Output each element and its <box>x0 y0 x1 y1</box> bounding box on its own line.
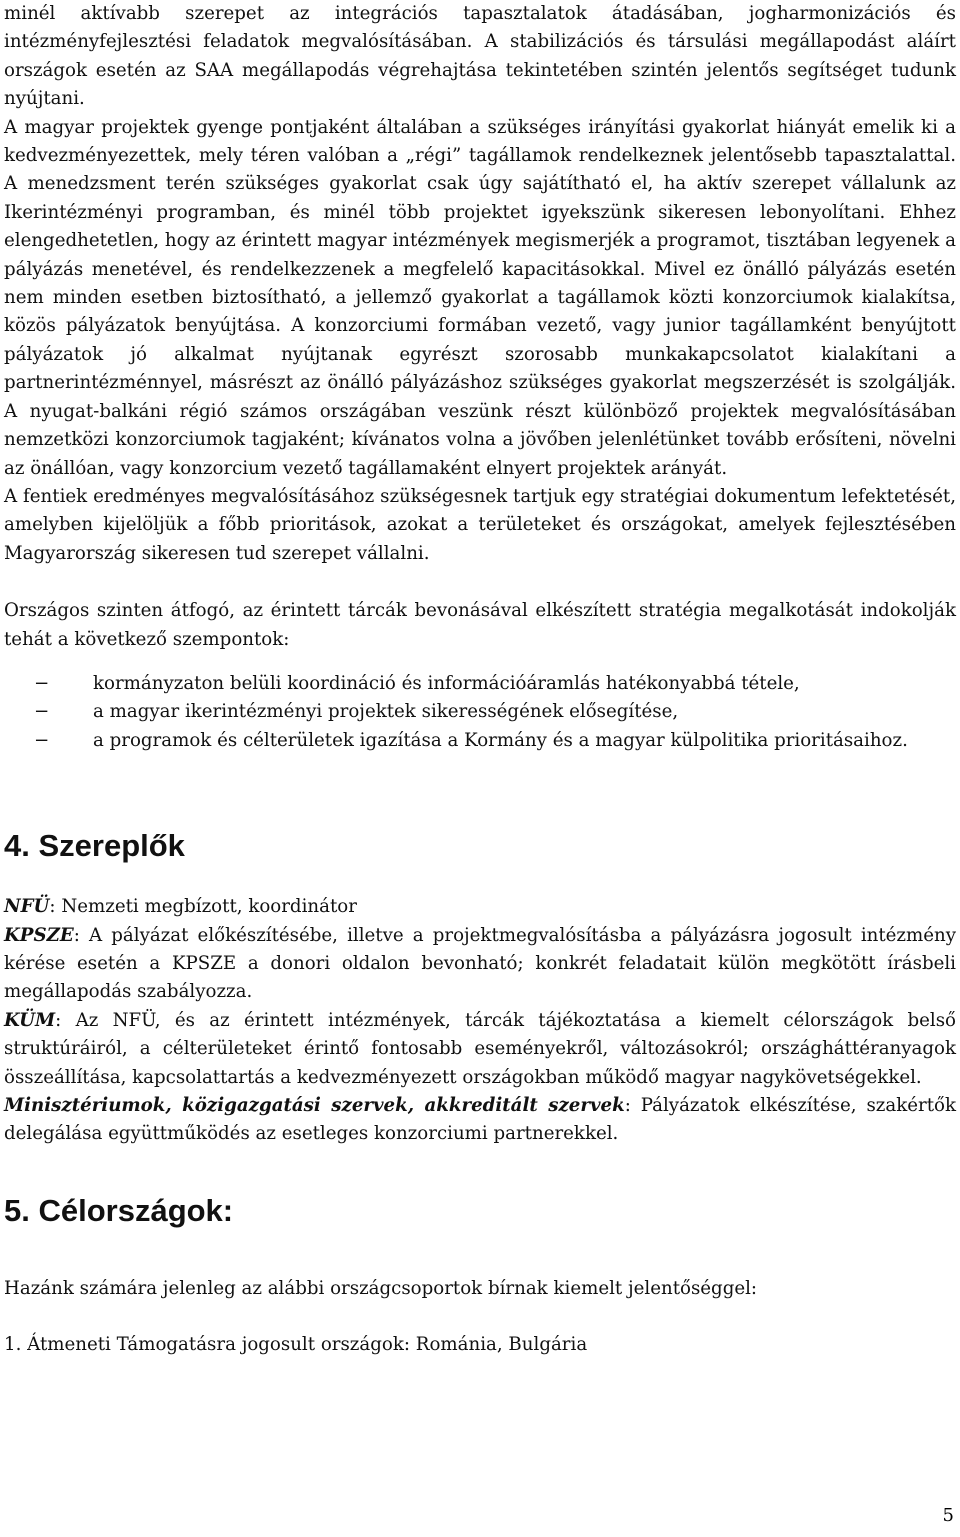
spacer <box>4 568 956 597</box>
target-group-item: 1. Átmeneti Támogatásra jogosult országok: Románia, Bulgária <box>4 1334 588 1356</box>
dash-bullet: − <box>34 701 50 723</box>
paragraph-target-countries: Hazánk számára jelenleg az alábbi országcsoportok bírnak kiemelt jelentőséggel: <box>4 1277 758 1299</box>
list-item-text: a programok és célterületek igazítása a Kormány és a magyar külpolitika prioritásaihoz. <box>93 729 908 751</box>
actor-ministries <box>4 1092 956 1149</box>
page-number: 5 <box>942 1505 954 1526</box>
dash-bullet: − <box>34 729 50 751</box>
spacer <box>4 1149 956 1193</box>
list-item <box>4 698 956 726</box>
list-item <box>4 727 956 755</box>
actor-name: KÜM <box>4 1009 56 1031</box>
actor-nfu <box>4 893 956 921</box>
actor-name: Minisztériumok, közigazgatási szervek, akkreditált szervek <box>4 1095 625 1116</box>
intro-paragraph: minél aktívabb szerepet az integrációs tapasztalatok átadásában, jogharmonizációs és intézményfejlesztési feladatok megvalósításában. A stabilizációs és társulási megállapodást aláírt országok esetén az SAA megállapodás végrehajtása tekintetében szintén jelentős segítséget tudunk nyújtani. <box>4 3 956 110</box>
actor-name: NFÜ <box>4 896 50 918</box>
spacer <box>4 1229 956 1275</box>
actor-description: : Az NFÜ, és az érintett intézmények, tárcák tájékoztatása a kiemelt célországok belső struktúráiról, a célterületeket érintő fontosabb eseményekről, változásokról; országháttéranyagok összeállítása, kapcsolattartás a kedvezményezett országokban működő magyar nagykövetségekkel. <box>4 1009 956 1088</box>
spacer <box>4 864 956 893</box>
list-item-text: a magyar ikerintézményi projektek sikerességének elősegítése, <box>93 701 679 723</box>
criteria-list <box>4 670 956 755</box>
section-4-heading: 4. Szereplők <box>4 828 185 864</box>
paragraph-strategy: A fentiek eredményes megvalósításához szükségesnek tartjuk egy stratégiai dokumentum lefektetését, amelyben kijelöljük a főbb prioritások, azokat a területeket és országokat, amelyek fejlesztésében Magyarország sikeresen tud szerepet vállalni. <box>4 485 956 564</box>
actor-description: : Nemzeti megbízott, koordinátor <box>49 896 357 918</box>
actor-name: KPSZE <box>4 924 74 946</box>
actor-kum <box>4 1007 956 1092</box>
document-page <box>4 0 956 1360</box>
list-item-text: kormányzaton belüli koordináció és információáramlás hatékonyabbá tétele, <box>93 672 800 694</box>
paragraph-national: Országos szinten átfogó, az érintett tárcák bevonásával elkészített stratégia megalkotását indokolják tehát a következő szempontok: <box>4 600 956 650</box>
spacer <box>4 1303 956 1331</box>
dash-bullet: − <box>34 672 50 694</box>
section-5-heading: 5. Célországok: <box>4 1192 234 1228</box>
actor-kpsze <box>4 922 956 1007</box>
actor-description: : A pályázat előkészítésébe, illetve a projektmegvalósításba a pályázásra jogosult intézmény kérése esetén a KPSZE a donori oldalon bevonható; konkrét feladatait külön megkötött írásbeli megállapodás szabályozza. <box>4 924 956 1003</box>
paragraph-weak-points: A magyar projektek gyenge pontjaként általában a szükséges irányítási gyakorlat hiányát emelik ki a kedvezményezettek, mely téren valóban a „régi” tagállamok rendelkeznek jelentősebb tapasztalattal. A menedzsment terén szükséges gyakorlat csak úgy sajátítható el, ha aktív szerepet vállalunk az Ikerintézményi programban, és minél több projektet igyekszünk sikeresen lebonyolítani. Ehhez elengedhetetlen, hogy az érintett magyar intézmények megismerjék a programot, tisztában legyenek a pályázás menetével, és rendelkezzenek a megfelelő kapacitásokkal. Mivel ez önálló pályázás esetén nem minden esetben biztosítható, a jellemző gyakorlat a tagállamok közti konzorciumok kialakítsa, közös pályázatok benyújtása. A konzorciumi formában vezető, vagy junior tagállamként benyújtott pályázatok jó alkalmat nyújtanak egyrészt szorosabb munkakapcsolatot kialakítani a partnerintézménnyel, másrészt az önálló pályázáshoz szükséges gyakorlat megszerzését is szolgálják. A nyugat-balkáni régió számos országában veszünk részt különböző projektek megvalósításában nemzetközi konzorciumok tagjaként; kívánatos volna a jövőben jelenlétünket tovább erősíteni, növelni az önállóan, vagy konzorcium vezető tagállamaként elnyert projektek arányát. <box>4 116 956 479</box>
list-item <box>4 670 956 698</box>
spacer <box>4 755 956 828</box>
actor-description: : Pályázatok elkészítése, szakértők delegálása együttműködés az esetleges konzorciumi partnerekkel. <box>4 1095 956 1145</box>
